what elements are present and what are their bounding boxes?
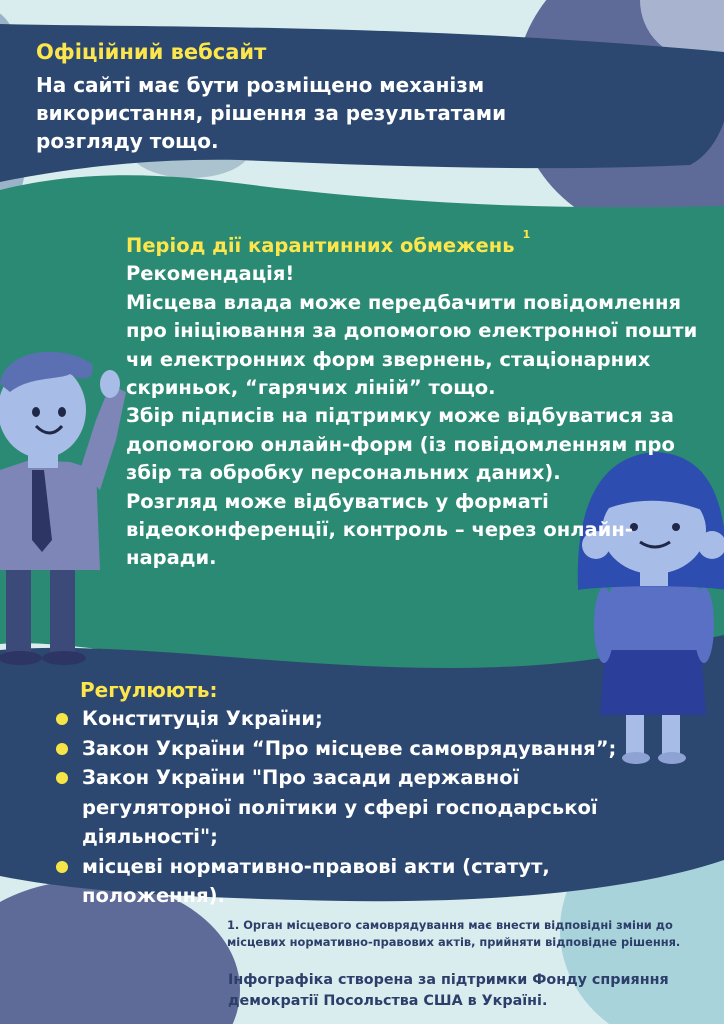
credit-text: Інфографіка створена за підтримки Фонду сприяння демократії Посольства США в Україні. bbox=[228, 972, 669, 1009]
recommendation-label: Рекомендація! bbox=[126, 262, 295, 286]
list-item bbox=[52, 763, 672, 852]
regulation-item-text: Закон України “Про місцеве самоврядування”; bbox=[82, 736, 617, 760]
regulation-item-text: місцеві нормативно-правові акти (статут, положення). bbox=[82, 854, 550, 907]
official-site-text: На сайті має бути розміщено механізм використання, рішення за результатами розгляду тощо. bbox=[36, 73, 507, 153]
quarantine-title: Період дії карантинних обмежень bbox=[126, 234, 515, 257]
quarantine-paragraph-2: Збір підписів на підтримку може відбуватися за допомогою онлайн-форм (із повідомленням про збір та обробку персональних даних). bbox=[126, 404, 675, 485]
quarantine-section bbox=[126, 221, 706, 573]
official-site-title: Офіційний вебсайт bbox=[36, 40, 267, 64]
regulation-item-text: Закон України "Про засади державної регуляторної політики у сфері господарської діяльності"; bbox=[82, 766, 598, 848]
regulation-list bbox=[52, 704, 672, 911]
list-item bbox=[52, 852, 672, 911]
bullet-dot-icon bbox=[56, 772, 68, 784]
bullet-dot-icon bbox=[56, 743, 68, 755]
regulation-title: Регулюють: bbox=[80, 678, 218, 702]
regulation-item-text: Конституція України; bbox=[82, 707, 323, 730]
quarantine-paragraph-3: Розгляд може відбуватись у форматі відеоконференції, контроль – через онлайн-наради. bbox=[126, 489, 633, 570]
footnote-mark: 1 bbox=[522, 228, 531, 241]
bullet-dot-icon bbox=[56, 713, 68, 725]
list-item bbox=[52, 704, 672, 734]
footnote-text: 1. Орган місцевого самоврядування має внести відповідні зміни до місцевих нормативно-правових актів, прийняти відповідне рішення. bbox=[227, 918, 681, 949]
bullet-dot-icon bbox=[56, 861, 68, 873]
list-item bbox=[52, 734, 672, 764]
quarantine-paragraph-1: Місцева влада може передбачити повідомлення про ініціювання за допомогою електронної пошти чи електронних форм звернень, стаціонарних скриньок, “гарячих ліній” тощо. bbox=[126, 290, 698, 400]
